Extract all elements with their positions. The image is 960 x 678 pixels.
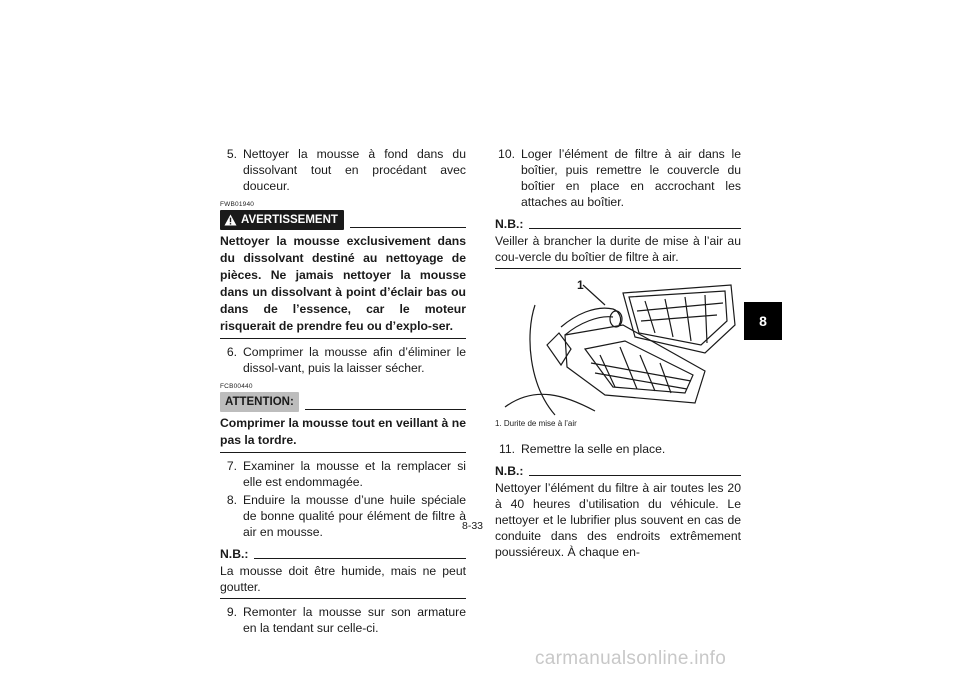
caution-header (220, 392, 466, 412)
divider (254, 558, 466, 559)
note-label: N.B.: (495, 464, 524, 478)
note-text: Nettoyer l’élément du filtre à air toutes les 20 à 40 heures d’utilisation du véhicule. Le nettoyer et le lubrifier plus souvent en cas de conduite dans des endroits extrêmement poussiéreux. À chaque en- (495, 481, 741, 559)
divider (350, 227, 466, 228)
step-text: Nettoyer la mousse à fond dans du dissolvant tout en procédant avec douceur. (243, 147, 466, 193)
note-label: N.B.: (495, 217, 524, 231)
step-11 (495, 441, 741, 457)
note-header (220, 546, 466, 562)
note-label: N.B.: (220, 547, 249, 561)
step-number: 8. (226, 493, 237, 507)
step-number: 5. (226, 147, 237, 161)
section-tab: 8 (744, 302, 782, 340)
warning-text: Nettoyer la mousse exclusivement dans du dissolvant destiné au nettoyage de pièces. Ne jamais nettoyer la mousse dans un dissolvant à point d’éclair bas ou dans de l’essence, car le moteur risquerait de prendre feu ou d’explo-ser. (220, 234, 466, 333)
warning-label: AVERTISSEMENT (241, 214, 338, 226)
air-filter-illustration (495, 275, 741, 417)
caution-code: FCB00440 (220, 383, 253, 390)
step-number: 6. (226, 345, 237, 359)
step-number: 7. (226, 459, 237, 473)
step-text: Remonter la mousse sur son armature en la tendant sur celle-ci. (243, 605, 466, 635)
warning-header (220, 210, 466, 230)
step-number: 9. (226, 605, 237, 619)
left-column (220, 146, 466, 638)
warning-badge (220, 210, 344, 230)
air-filter-figure (495, 275, 741, 417)
divider (220, 338, 466, 339)
divider (220, 452, 466, 453)
page-number: 8-33 (462, 520, 484, 532)
divider (495, 268, 741, 269)
step-text: Examiner la mousse et la remplacer si elle est endommagée. (243, 459, 466, 489)
note-header (495, 216, 741, 232)
note-header (495, 463, 741, 479)
step-number: 10. (498, 147, 515, 161)
divider (305, 409, 466, 410)
right-column (495, 146, 741, 560)
divider (529, 475, 741, 476)
step-7 (220, 458, 466, 490)
step-6 (220, 344, 466, 376)
figure-callout: 1 (577, 278, 584, 292)
warning-triangle-icon (224, 214, 237, 226)
watermark: carmanualsonline.info (535, 648, 727, 669)
step-5 (220, 146, 466, 194)
caution-label: ATTENTION: (220, 392, 299, 412)
note-text: Veiller à brancher la durite de mise à l’air au cou-vercle du boîtier de filtre à air. (495, 234, 741, 264)
step-number: 11. (498, 442, 515, 456)
note-text: La mousse doit être humide, mais ne peut goutter. (220, 564, 466, 594)
step-9 (220, 604, 466, 636)
step-text: Loger l’élément de filtre à air dans le boîtier, puis remettre le couvercle du boîtier en place en accrochant les attaches au boîtier. (521, 147, 741, 209)
divider (220, 598, 466, 599)
step-text: Comprimer la mousse afin d’éliminer le dissol-vant, puis la laisser sécher. (243, 345, 466, 375)
figure-caption: 1. Durite de mise à l’air (495, 419, 577, 428)
warning-code: FWB01940 (220, 201, 255, 208)
step-8 (220, 492, 466, 540)
step-text: Remettre la selle en place. (521, 442, 666, 456)
step-10 (495, 146, 741, 210)
caution-text: Comprimer la mousse tout en veillant à ne pas la tordre. (220, 416, 466, 447)
step-text: Enduire la mousse d’une huile spéciale de bonne qualité pour élément de filtre à air en mousse. (243, 493, 466, 539)
divider (529, 228, 741, 229)
